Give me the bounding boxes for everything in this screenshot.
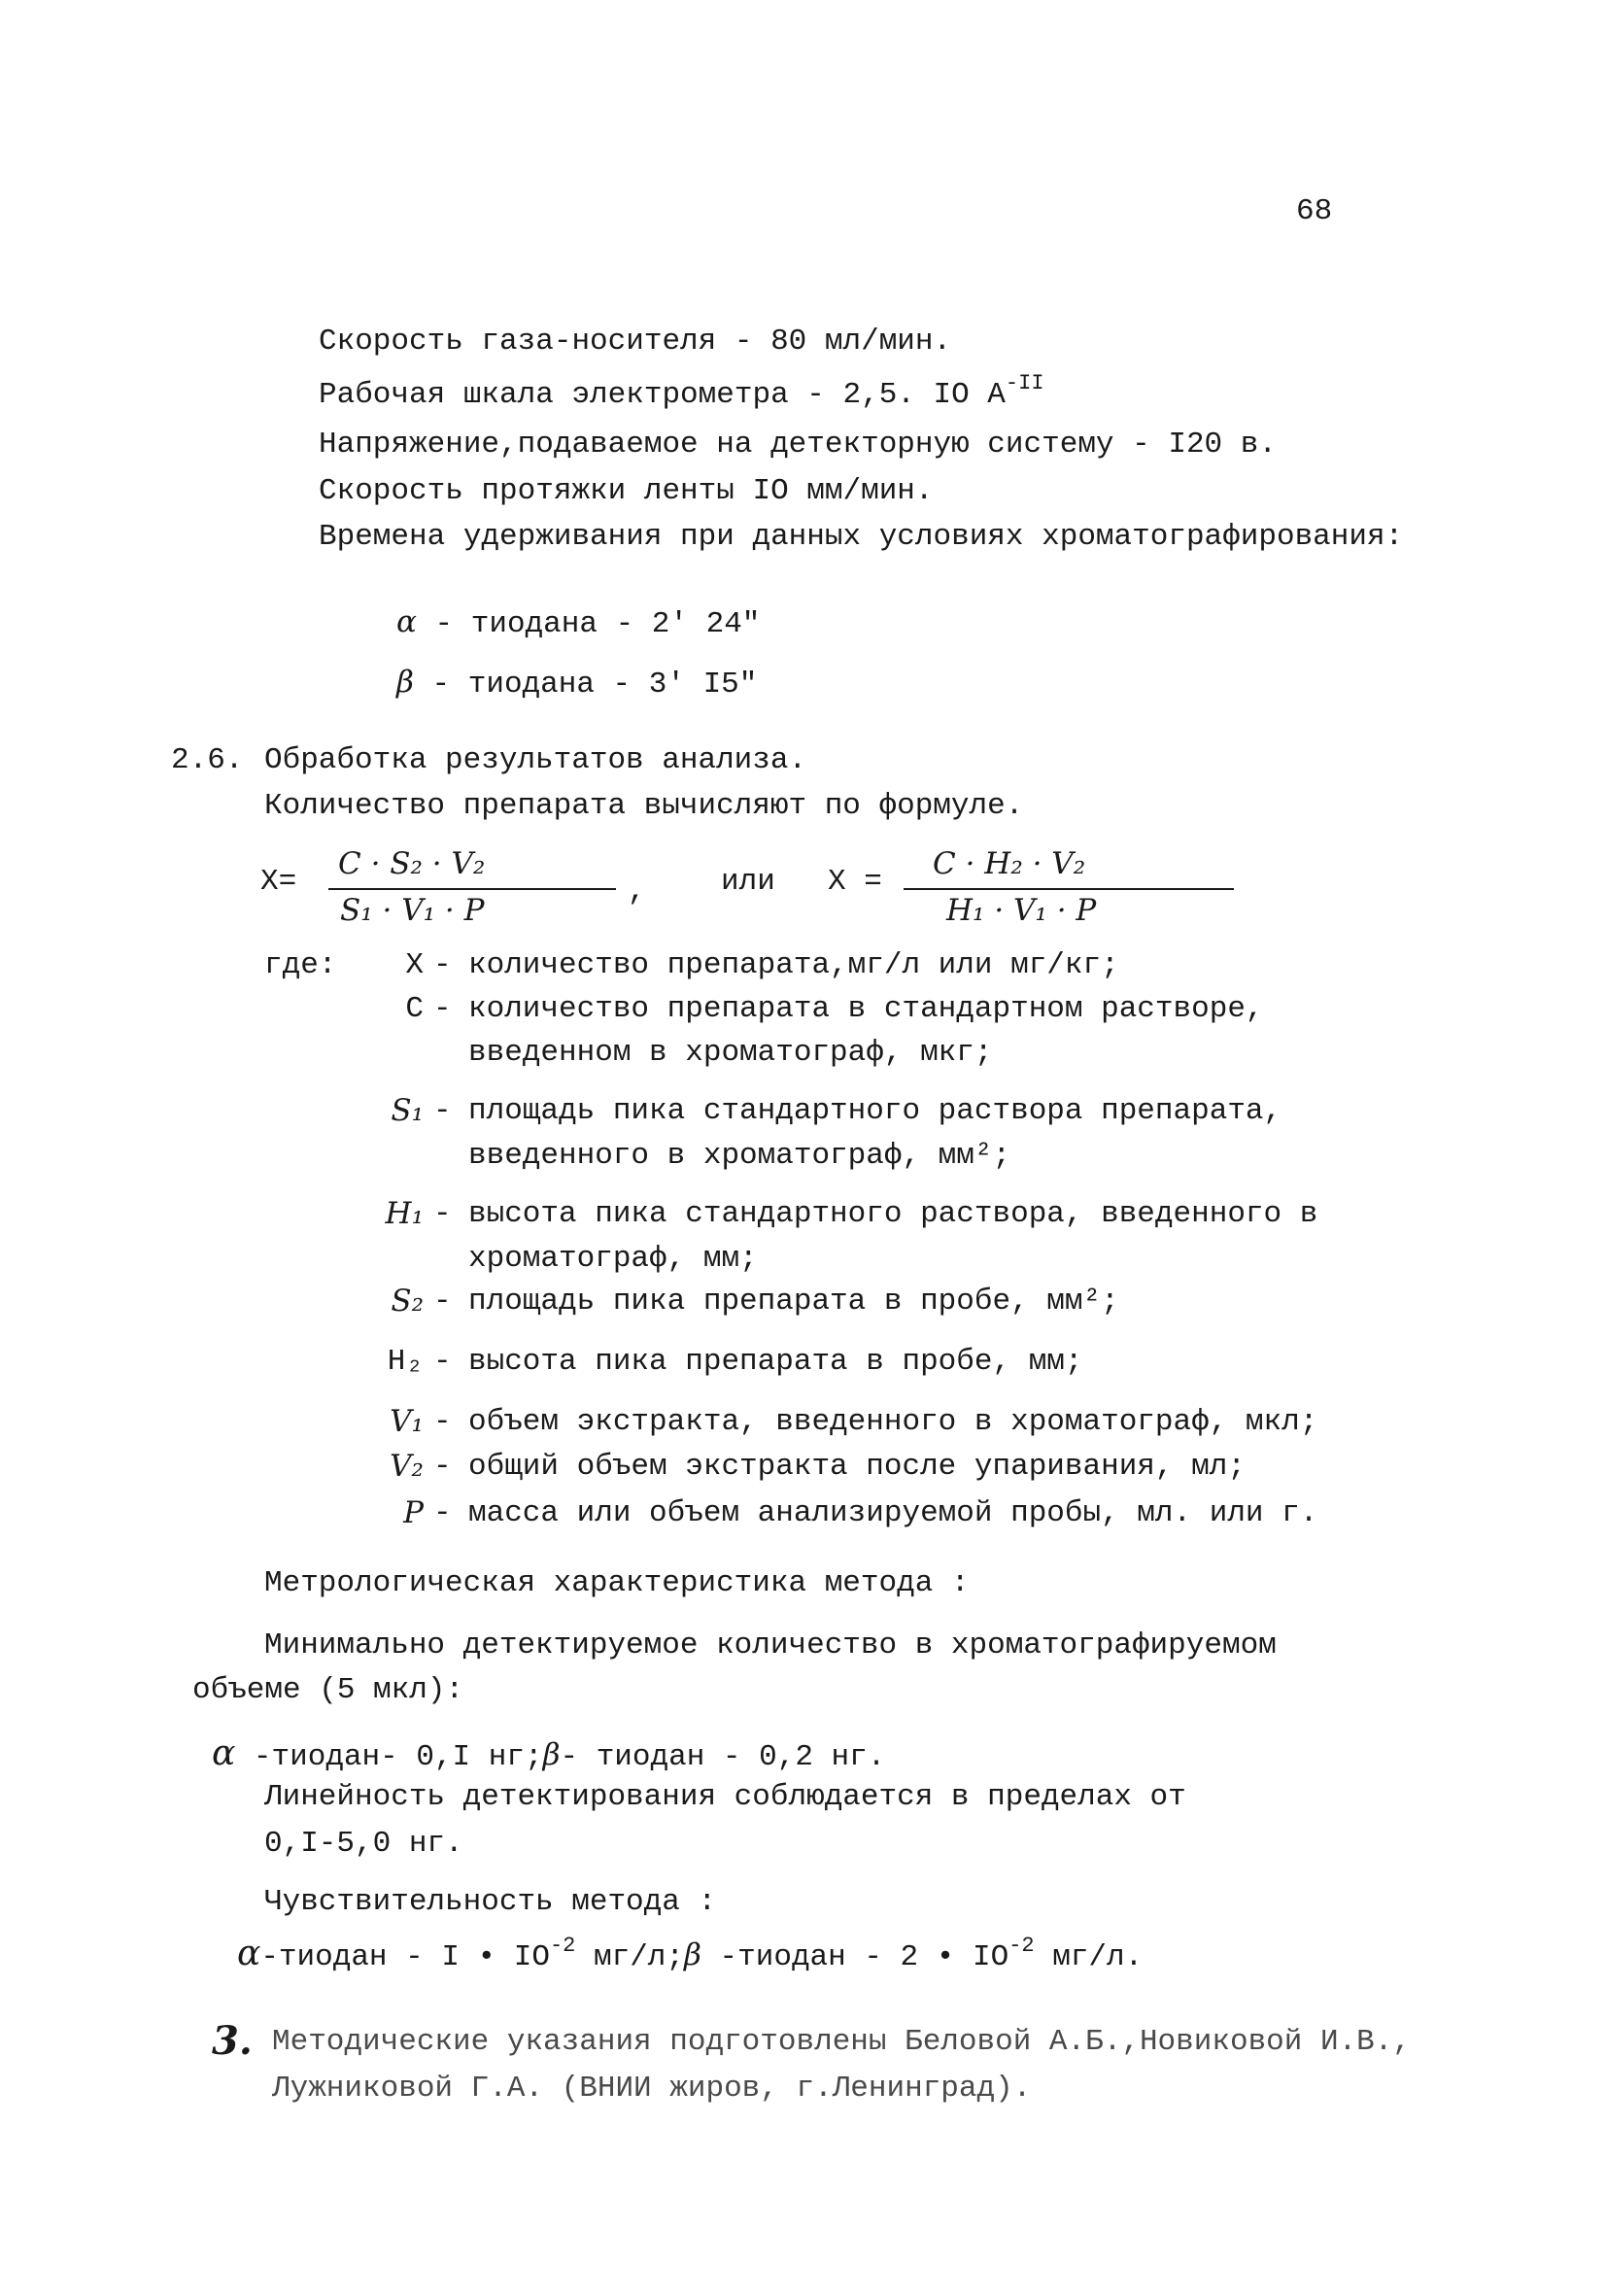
where-symbol-v1: V₁	[390, 1404, 424, 1439]
metro-min-line1: Минимально детектируемое количество в хроматографируемом	[264, 1628, 1277, 1662]
where-text-s1: площадь пика стандартного раствора препарата,	[468, 1094, 1282, 1128]
param-scale-exponent: -II	[1005, 371, 1044, 395]
alpha-symbol-min: α	[212, 1733, 236, 1773]
formula-lhs-2: X =	[828, 865, 882, 899]
metro-min-line2: объеме (5 мкл):	[192, 1673, 464, 1707]
retention-alpha-text: - тиодана - 2′ 24″	[434, 607, 761, 641]
where-symbol-s1: S₁	[391, 1093, 424, 1128]
param-voltage: Напряжение,подаваемое на детекторную систему - I20 в.	[319, 428, 1277, 462]
where-text-h1: высота пика стандартного раствора, введенного в	[468, 1197, 1318, 1231]
footer-line2: Лужниковой Г.А. (ВНИИ жиров, г.Ленинград).	[272, 2072, 1032, 2106]
where-symbol-v2: V₂	[390, 1449, 424, 1484]
formula-comma: ,	[628, 874, 646, 908]
where-symbol-p: P	[403, 1495, 424, 1530]
alpha-symbol-sens: α	[237, 1934, 261, 1973]
retention-alpha	[396, 605, 760, 642]
where-label: где:	[264, 948, 337, 982]
beta-symbol-min: β	[542, 1737, 561, 1772]
formula-lhs-1: X=	[260, 865, 297, 899]
formula-1-numerator: C · S₂ · V₂	[338, 846, 486, 881]
metro-beta-min: - тиодан - 0,2 нг.	[560, 1740, 886, 1774]
where-text-s1-cont: введенного в хроматограф, мм²;	[468, 1139, 1011, 1173]
where-text-v1: объем экстракта, введенного в хроматограф, мкл;	[468, 1405, 1318, 1439]
metro-sens-a: -тиодан - I • IO	[260, 1940, 550, 1974]
where-symbol-x: X	[405, 948, 424, 982]
retention-beta	[396, 666, 757, 703]
beta-symbol-sens: β	[684, 1937, 701, 1972]
page-number: 68	[1296, 194, 1333, 228]
formula-or: или	[721, 865, 775, 899]
where-text-h2: высота пика препарата в пробе, мм;	[468, 1345, 1083, 1379]
metro-sens-exp1: -2	[549, 1934, 576, 1958]
param-carrier-gas: Скорость газа-носителя - 80 мл/мин.	[319, 325, 952, 359]
param-scale	[319, 371, 1044, 413]
alpha-symbol: α	[396, 604, 417, 639]
beta-symbol: β	[396, 665, 414, 700]
param-retention-header: Времена удерживания при данных условиях хроматографирования:	[319, 520, 1404, 554]
metro-min-values	[212, 1733, 885, 1775]
param-tape-speed: Скорость протяжки ленты IO мм/мин.	[319, 474, 934, 508]
metro-header: Метрологическая характеристика метода :	[264, 1566, 970, 1600]
where-text-c: количество препарата в стандартном растворе,	[468, 992, 1264, 1026]
where-symbol-h1: H₁	[385, 1196, 424, 1231]
retention-beta-text: - тиодана - 3′ I5″	[431, 668, 758, 702]
section-intro: Количество препарата вычисляют по формуле.	[264, 789, 1024, 823]
where-text-p: масса или объем анализируемой пробы, мл. или г.	[468, 1496, 1318, 1530]
where-symbol-s2: S₂	[391, 1284, 424, 1319]
formula-1-bar	[328, 888, 616, 890]
where-symbol-h2: H₂	[387, 1345, 424, 1379]
formula-2-bar	[904, 888, 1234, 890]
metro-sens-b: мг/л;	[593, 1940, 684, 1974]
metro-sens-header: Чувствительность метода :	[264, 1885, 717, 1919]
section-title: Обработка результатов анализа.	[264, 743, 807, 777]
formula-2-denominator: H₁ · V₁ · P	[946, 893, 1097, 928]
formula-fraction-1	[328, 847, 620, 935]
formula-2-numerator: C · H₂ · V₂	[933, 846, 1086, 881]
metro-linear1: Линейность детектирования соблюдается в пределах от	[264, 1780, 1186, 1814]
footer-line1: Методические указания подготовлены Беловой А.Б.,Новиковой И.В.,	[272, 2025, 1411, 2059]
where-text-h1-cont: хроматограф, мм;	[468, 1242, 758, 1276]
formula-fraction-2	[904, 847, 1239, 935]
where-symbol-c: C	[405, 992, 424, 1026]
metro-sens-values	[237, 1934, 1143, 1975]
metro-sens-d: мг/л.	[1052, 1940, 1144, 1974]
formula-1-denominator: S₁ · V₁ · P	[340, 893, 485, 928]
metro-linear2: 0,I-5,0 нг.	[264, 1827, 463, 1861]
section-number: 2.6.	[171, 743, 244, 777]
where-text-v2: общий объем экстракта после упаривания, мл;	[468, 1450, 1246, 1484]
param-scale-text: Рабочая шкала электрометра - 2,5. IO A	[319, 378, 1006, 412]
metro-sens-exp2: -2	[1008, 1934, 1035, 1958]
metro-alpha-min: -тиодан- 0,I нг;	[253, 1740, 543, 1774]
footer-number: 3.	[212, 2018, 253, 2064]
metro-sens-c: -тиодан - 2 • IO	[719, 1940, 1009, 1974]
where-text-c-cont: введенном в хроматограф, мкг;	[468, 1036, 993, 1070]
where-text-x: количество препарата,мг/л или мг/кг;	[468, 948, 1119, 982]
where-text-s2: площадь пика препарата в пробе, мм²;	[468, 1285, 1119, 1319]
